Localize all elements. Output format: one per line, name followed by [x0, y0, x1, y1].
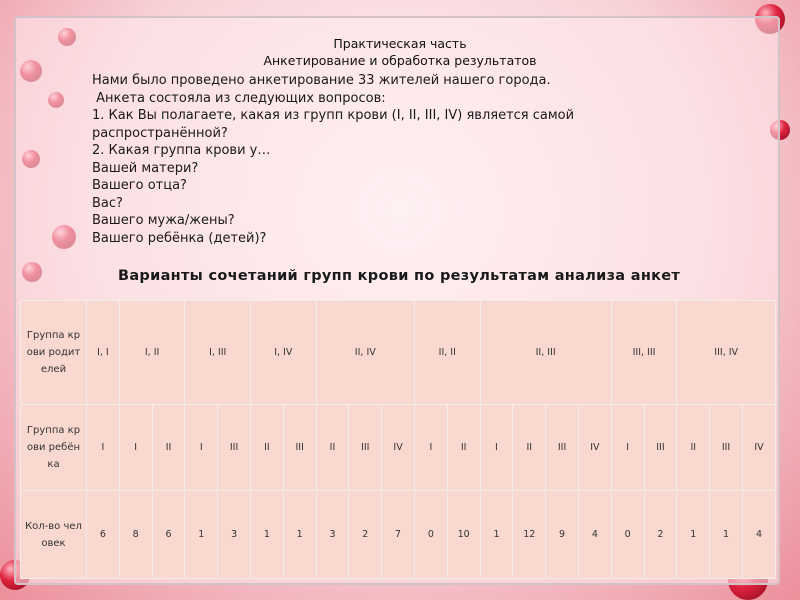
count-cell: 2 [644, 491, 677, 579]
parent-group-cell: III, III [611, 301, 677, 405]
row-header-count: Кол-во человек [21, 491, 87, 579]
count-cell: 3 [316, 491, 349, 579]
count-cell: 4 [578, 491, 611, 579]
child-group-cell: II [250, 405, 283, 491]
parent-group-cell: I, I [87, 301, 120, 405]
slide-heading [0, 35, 800, 69]
count-cell: 4 [742, 491, 775, 579]
body-line: Вас? [92, 195, 123, 211]
heading-line-2: Анкетирование и обработка результатов [263, 53, 537, 68]
body-line: Вашего мужа/жены? [92, 213, 235, 228]
count-cell: 1 [710, 491, 743, 579]
body-line: Анкета состояла из следующих вопросов: [92, 90, 386, 106]
count-cell: 1 [480, 491, 513, 579]
count-cell: 3 [218, 491, 251, 579]
child-group-cell: II [152, 405, 185, 491]
child-group-cell: I [185, 405, 218, 491]
parent-group-cell: I, III [185, 301, 251, 405]
count-cell: 0 [414, 491, 447, 579]
child-group-cell: II [316, 405, 349, 491]
child-group-cell: IV [578, 405, 611, 491]
body-line: Нами было проведено анкетирование 33 жителей нашего города. [92, 73, 551, 88]
blood-group-table [20, 300, 776, 579]
parent-group-cell: II, IV [316, 301, 414, 405]
child-group-cell: IV [742, 405, 775, 491]
count-cell: 7 [382, 491, 415, 579]
child-group-cell: I [480, 405, 513, 491]
count-cell: 6 [87, 491, 120, 579]
heading-line-1: Практическая часть [333, 36, 467, 51]
row-header-child: Группа крови ребёнка [21, 405, 87, 491]
child-group-cell: I [414, 405, 447, 491]
count-cell: 1 [677, 491, 710, 579]
count-row [21, 491, 776, 579]
child-group-cell: III [546, 405, 579, 491]
child-group-cell: III [218, 405, 251, 491]
child-group-cell: I [87, 405, 120, 491]
child-group-cell: II [513, 405, 546, 491]
table-caption: Варианты сочетаний групп крови по результатам анализа анкет [118, 268, 681, 284]
parents-row [21, 301, 776, 405]
parent-group-cell: II, II [414, 301, 480, 405]
count-cell: 10 [447, 491, 480, 579]
parent-group-cell: I, II [119, 301, 185, 405]
child-group-cell: II [447, 405, 480, 491]
body-line: Вашего отца? [92, 178, 187, 193]
child-group-cell: III [283, 405, 316, 491]
child-group-cell: I [611, 405, 644, 491]
count-cell: 2 [349, 491, 382, 579]
child-group-cell: III [349, 405, 382, 491]
questionnaire-text [92, 72, 574, 247]
count-cell: 0 [611, 491, 644, 579]
child-group-cell: I [119, 405, 152, 491]
body-line: 2. Какая группа крови у… [92, 143, 271, 158]
count-cell: 12 [513, 491, 546, 579]
row-header-parents: Группа крови родителей [21, 301, 87, 405]
parent-group-cell: III, IV [677, 301, 776, 405]
body-line: Вашей матери? [92, 160, 199, 176]
body-line: 1. Как Вы полагаете, какая из групп крови (I, II, III, IV) является самой [92, 108, 575, 123]
parent-group-cell: I, IV [250, 301, 316, 405]
count-cell: 9 [546, 491, 579, 579]
child-group-cell: III [710, 405, 743, 491]
count-cell: 6 [152, 491, 185, 579]
count-cell: 1 [283, 491, 316, 579]
child-group-cell: IV [382, 405, 415, 491]
child-group-cell: II [677, 405, 710, 491]
child-row [21, 405, 776, 491]
count-cell: 1 [185, 491, 218, 579]
child-group-cell: III [644, 405, 677, 491]
count-cell: 8 [119, 491, 152, 579]
body-line: распространённой? [92, 125, 228, 141]
count-cell: 1 [250, 491, 283, 579]
parent-group-cell: II, III [480, 301, 611, 405]
body-line: Вашего ребёнка (детей)? [92, 230, 267, 246]
